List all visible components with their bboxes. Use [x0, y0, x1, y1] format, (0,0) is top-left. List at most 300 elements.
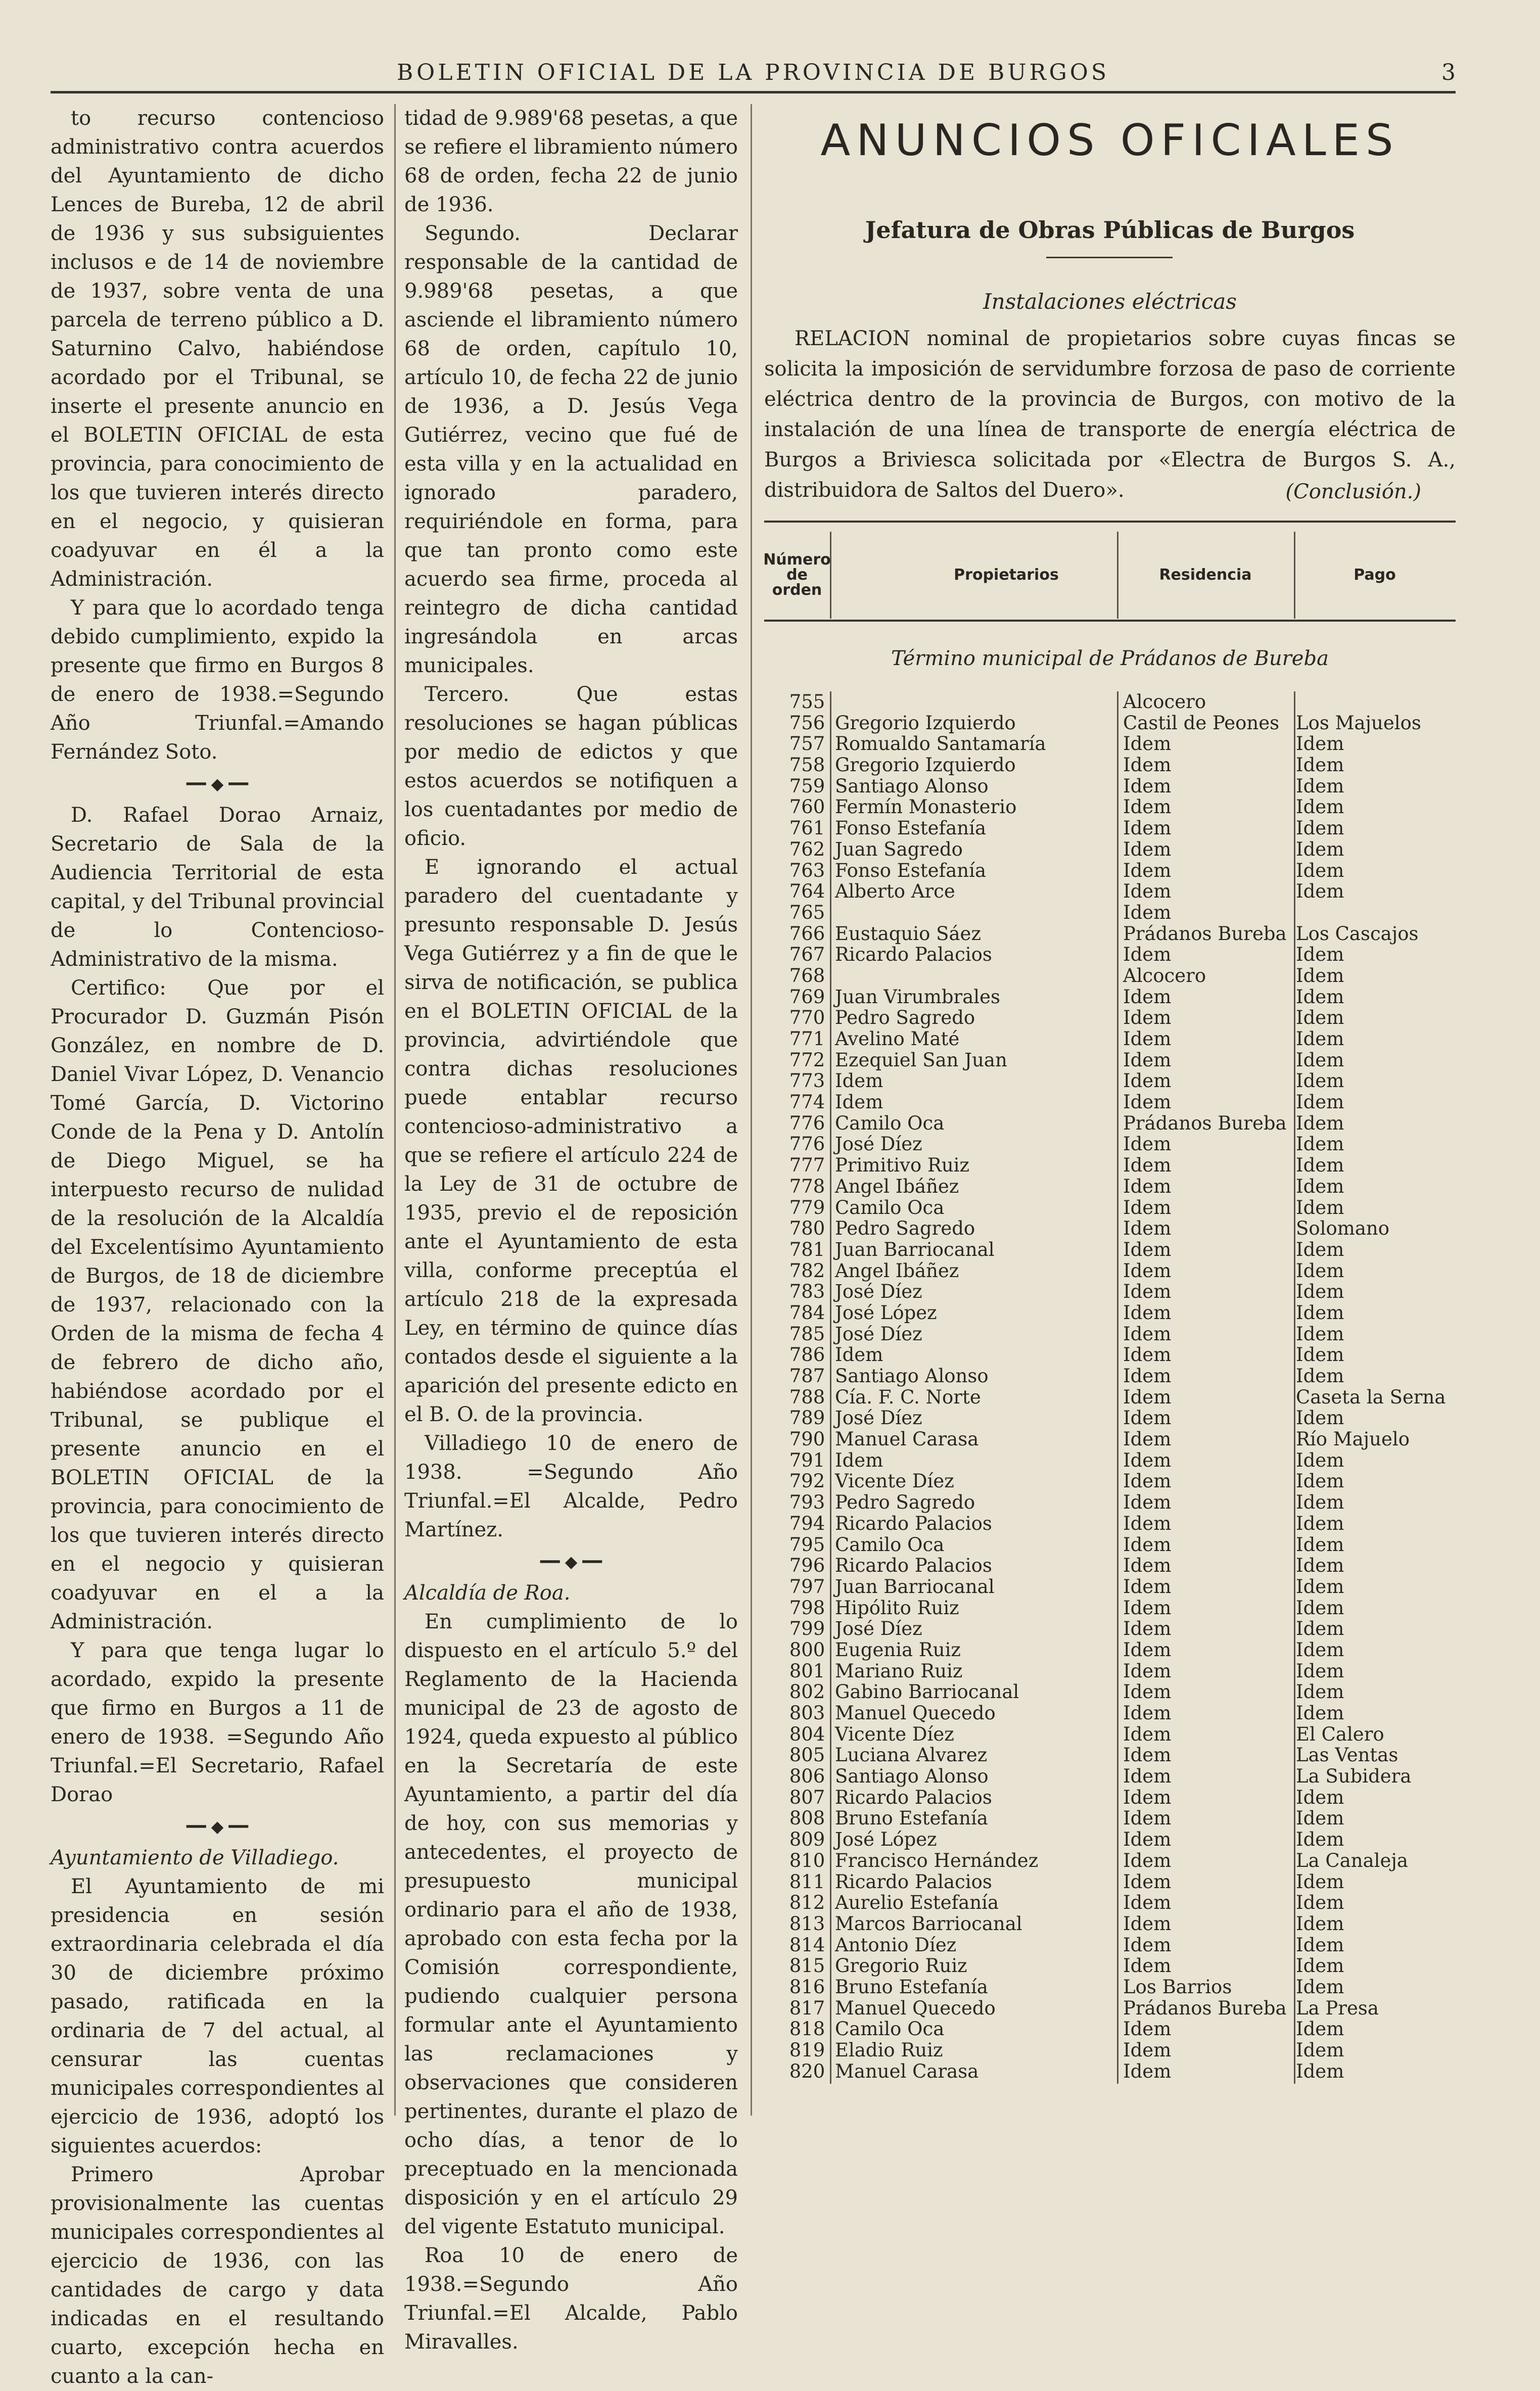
row-propietario: Ricardo Palacios	[835, 1786, 992, 1808]
row-number: 765	[789, 901, 825, 923]
header-pago: Pago	[1354, 566, 1396, 584]
row-number: 786	[789, 1344, 825, 1366]
row-propietario: Antonio Díez	[835, 1934, 957, 1956]
row-pago: Idem	[1296, 1365, 1344, 1387]
row-residencia: Alcocero	[1123, 964, 1206, 987]
row-pago: La Subidera	[1296, 1765, 1412, 1788]
row-number: 796	[789, 1555, 825, 1577]
table-row	[764, 713, 1456, 734]
table-row	[764, 1070, 1456, 1092]
row-number: 787	[789, 1365, 825, 1387]
row-number: 797	[789, 1575, 825, 1598]
row-number: 806	[789, 1765, 825, 1788]
row-pago: Las Ventas	[1296, 1744, 1398, 1766]
row-number: 792	[789, 1470, 825, 1492]
row-propietario: Aurelio Estefanía	[835, 1892, 999, 1914]
section-title: ANUNCIOS OFICIALES	[820, 115, 1399, 166]
row-number: 816	[789, 1976, 825, 1998]
row-pago: Idem	[1296, 1491, 1344, 1514]
paragraph: Certifico: Que por el Procurador D. Guzmán Pisón González, en nombre de D. Daniel Vivar López, D. Venancio Tomé García, D. Victorino Conde de la Pena y D. Antolín de Diego Miguel, se ha interpuesto recurso de nulidad de la resolución de la Alcaldía del Excelentísimo Ayuntamiento de Burgos, de 18 de diciembre de 1937, relacionado con la Orden de la misma de fecha 4 de febrero de dicho año, habiéndose acordado por el Tribunal, se publique el presente anuncio en el BOLETIN OFICIAL de la provincia, para conocimiento de los que tuvieren interés directo en el negocio y quisieran coadyuvar en el a la Administración.	[51, 976, 384, 1633]
row-propietario: Santiago Alonso	[835, 775, 989, 797]
row-pago: Idem	[1296, 1238, 1344, 1260]
row-number: 790	[789, 1428, 825, 1450]
table-row	[764, 881, 1456, 902]
table-row	[764, 965, 1456, 987]
row-pago: Idem	[1296, 1049, 1344, 1071]
row-propietario: Ricardo Palacios	[835, 1555, 992, 1577]
row-number: 758	[789, 754, 825, 776]
table-row	[764, 1302, 1456, 1324]
row-number: 772	[789, 1049, 825, 1071]
table-row	[764, 1113, 1456, 1134]
row-pago: Idem	[1296, 1301, 1344, 1324]
row-propietario: Juan Virumbrales	[835, 986, 1000, 1008]
row-propietario: Bruno Estefanía	[835, 1807, 988, 1830]
row-pago: Idem	[1296, 859, 1344, 881]
table-header	[764, 532, 1456, 619]
row-propietario: Juan Barriocanal	[835, 1238, 995, 1260]
row-residencia: Idem	[1123, 1470, 1172, 1492]
row-number: 812	[789, 1892, 825, 1914]
row-residencia: Idem	[1123, 986, 1172, 1008]
row-propietario: Vicente Díez	[835, 1723, 954, 1745]
table-row	[764, 1808, 1456, 1829]
section-heading: Ayuntamiento de Villadiego.	[51, 1846, 339, 1869]
row-residencia: Castil de Peones	[1123, 712, 1280, 734]
row-number: 761	[789, 817, 825, 839]
row-residencia: Idem	[1123, 1575, 1172, 1598]
row-number: 780	[789, 1217, 825, 1240]
row-pago: Idem	[1296, 1575, 1344, 1598]
row-residencia: Idem	[1123, 859, 1172, 881]
row-propietario: Eugenia Ruiz	[835, 1638, 961, 1661]
row-propietario: Hipólito Ruiz	[835, 1597, 959, 1619]
row-residencia: Idem	[1123, 1449, 1172, 1471]
row-propietario: Manuel Carasa	[835, 2060, 979, 2082]
row-propietario: Santiago Alonso	[835, 1765, 989, 1788]
row-pago: Idem	[1296, 1786, 1344, 1808]
row-pago: Idem	[1296, 944, 1344, 966]
table-row	[764, 1134, 1456, 1155]
row-propietario: Pedro Sagredo	[835, 1217, 975, 1240]
table-row	[764, 1703, 1456, 1724]
table-row	[764, 776, 1456, 797]
row-pago: La Presa	[1296, 1997, 1379, 2019]
row-propietario: José Díez	[835, 1133, 922, 1155]
row-propietario: Idem	[835, 1091, 883, 1113]
row-number: 807	[789, 1786, 825, 1808]
row-pago: Idem	[1296, 1154, 1344, 1177]
row-number: 766	[789, 922, 825, 945]
row-pago: Los Majuelos	[1296, 712, 1421, 734]
table-row	[764, 1576, 1456, 1598]
row-pago: Idem	[1296, 838, 1344, 860]
paragraph: Y para que tenga lugar lo acordado, expido la presente que firmo en Burgos a 11 de enero de 1938. =Segundo Año Triunfal.=El Secretario, Rafael Dorao	[51, 1639, 384, 1806]
row-number: 755	[789, 691, 825, 713]
row-residencia: Idem	[1123, 1849, 1172, 1871]
row-residencia: Idem	[1123, 1638, 1172, 1661]
row-pago: Idem	[1296, 1597, 1344, 1619]
row-residencia: Idem	[1123, 1912, 1172, 1935]
row-pago: Idem	[1296, 1470, 1344, 1492]
column-divider	[394, 104, 396, 2116]
row-pago: Idem	[1296, 1702, 1344, 1724]
table-row	[764, 1998, 1456, 2019]
paragraph: Villadiego 10 de enero de 1938. =Segundo Año Triunfal.=El Alcalde, Pedro Martínez.	[404, 1432, 738, 1541]
row-number: 788	[789, 1386, 825, 1408]
row-pago: Idem	[1296, 1555, 1344, 1577]
row-propietario: Juan Sagredo	[835, 838, 963, 860]
table-row	[764, 1471, 1456, 1492]
row-pago: Idem	[1296, 1449, 1344, 1471]
row-residencia: Idem	[1123, 1259, 1172, 1282]
row-propietario: Avelino Maté	[835, 1028, 960, 1050]
row-pago: Idem	[1296, 1028, 1344, 1050]
table-row	[764, 1618, 1456, 1639]
row-residencia: Idem	[1123, 754, 1172, 776]
row-residencia: Idem	[1123, 1491, 1172, 1514]
row-number: 759	[789, 775, 825, 797]
row-pago: Idem	[1296, 1681, 1344, 1703]
table-row	[764, 1598, 1456, 1619]
row-residencia: Idem	[1123, 1407, 1172, 1429]
table-row	[764, 1197, 1456, 1218]
newspaper-title: BOLETIN OFICIAL DE LA PROVINCIA DE BURGOS	[397, 60, 1109, 85]
table-row	[764, 1281, 1456, 1302]
table-row	[764, 1766, 1456, 1787]
row-pago: Idem	[1296, 1112, 1344, 1134]
table-row	[764, 1408, 1456, 1429]
row-propietario: Camilo Oca	[835, 1533, 945, 1556]
paragraph: Roa 10 de enero de 1938.=Segundo Año Triunfal.=El Alcalde, Pablo Miravalles.	[404, 2244, 738, 2354]
row-propietario: Romualdo Santamaría	[835, 733, 1046, 755]
row-propietario: Camilo Oca	[835, 2018, 945, 2040]
row-propietario: Ricardo Palacios	[835, 1512, 992, 1534]
row-residencia: Idem	[1123, 1892, 1172, 1914]
row-pago: El Calero	[1296, 1723, 1384, 1745]
row-residencia: Idem	[1123, 2018, 1172, 2040]
row-pago: Idem	[1296, 1070, 1344, 1092]
table-row	[764, 1492, 1456, 1513]
row-number: 814	[789, 1934, 825, 1956]
row-pago: Idem	[1296, 1934, 1344, 1956]
table-row	[764, 2061, 1456, 2082]
row-number: 809	[789, 1829, 825, 1851]
table-row	[764, 1871, 1456, 1893]
row-number: 805	[789, 1744, 825, 1766]
row-residencia: Idem	[1123, 796, 1172, 818]
table-row	[764, 1555, 1456, 1576]
row-residencia: Idem	[1123, 1175, 1172, 1197]
table-row	[764, 1007, 1456, 1028]
row-number: 815	[789, 1955, 825, 1977]
department-heading: Jefatura de Obras Públicas de Burgos	[865, 216, 1355, 244]
table-row	[764, 902, 1456, 923]
row-propietario: Camilo Oca	[835, 1196, 945, 1218]
row-pago: Idem	[1296, 1870, 1344, 1893]
table-row	[764, 1661, 1456, 1682]
row-number: 771	[789, 1028, 825, 1050]
row-residencia: Idem	[1123, 733, 1172, 755]
table-row	[764, 796, 1456, 818]
row-pago: Idem	[1296, 1829, 1344, 1851]
row-residencia: Idem	[1123, 1955, 1172, 1977]
row-number: 756	[789, 712, 825, 734]
row-number: 813	[789, 1912, 825, 1935]
table-top-rule	[764, 521, 1456, 523]
table-row	[764, 1724, 1456, 1745]
page-number: 3	[1441, 60, 1456, 85]
header-propietarios: Propietarios	[954, 566, 1059, 584]
row-pago: Idem	[1296, 1091, 1344, 1113]
row-pago: Idem	[1296, 1618, 1344, 1640]
row-residencia: Idem	[1123, 1934, 1172, 1956]
row-propietario: Angel Ibáñez	[835, 1259, 959, 1282]
table-row	[764, 1344, 1456, 1366]
row-pago: Idem	[1296, 1912, 1344, 1935]
row-number: 770	[789, 1007, 825, 1029]
row-number: 803	[789, 1702, 825, 1724]
table-row	[764, 1955, 1456, 1977]
table-row	[764, 1429, 1456, 1450]
table-row	[764, 1260, 1456, 1282]
row-propietario: José Díez	[835, 1407, 922, 1429]
row-propietario: José Díez	[835, 1618, 922, 1640]
row-propietario: Bruno Estefanía	[835, 1976, 988, 1998]
row-number: 798	[789, 1597, 825, 1619]
row-residencia: Idem	[1123, 901, 1172, 923]
row-number: 764	[789, 880, 825, 903]
table-row	[764, 818, 1456, 839]
row-propietario: Idem	[835, 1449, 883, 1471]
table-row	[764, 1092, 1456, 1113]
row-pago: Idem	[1296, 1259, 1344, 1282]
row-pago: Idem	[1296, 1344, 1344, 1366]
table-row	[764, 1155, 1456, 1176]
row-residencia: Prádanos Bureba	[1123, 1112, 1287, 1134]
row-residencia: Los Barrios	[1123, 1976, 1232, 1998]
row-propietario: Mariano Ruiz	[835, 1660, 963, 1682]
row-pago: Idem	[1296, 964, 1344, 987]
table-row	[764, 839, 1456, 860]
row-number: 774	[789, 1091, 825, 1113]
row-residencia: Idem	[1123, 1217, 1172, 1240]
table-header-rule	[764, 620, 1456, 622]
row-residencia: Idem	[1123, 1533, 1172, 1556]
row-pago: Idem	[1296, 1512, 1344, 1534]
row-number: 818	[789, 2018, 825, 2040]
row-pago: Idem	[1296, 1323, 1344, 1345]
row-residencia: Idem	[1123, 1660, 1172, 1682]
row-residencia: Idem	[1123, 1344, 1172, 1366]
row-propietario: Pedro Sagredo	[835, 1007, 975, 1029]
table-row	[764, 1324, 1456, 1345]
row-propietario: Eladio Ruiz	[835, 2039, 943, 2061]
row-residencia: Idem	[1123, 1365, 1172, 1387]
row-propietario: Cía. F. C. Norte	[835, 1386, 981, 1408]
table-row	[764, 1935, 1456, 1956]
row-residencia: Idem	[1123, 1786, 1172, 1808]
row-number: 784	[789, 1301, 825, 1324]
paragraph: En cumplimiento de lo dispuesto en el artículo 5.º del Reglamento de la Hacienda municipal de 23 de agosto de 1924, queda expuesto al público en la Secretaría de este Ayuntamiento, a partir del día de hoy, con sus memorias y antecedentes, el proyecto de presupuesto municipal ordinario para el año de 1938, aprobado con esta fecha por la Comisión correspondiente, pudiendo cualquier persona formular ante el Ayuntamiento las reclamaciones y observaciones que consideren pertinentes, durante el plazo de ocho días, a tenor de lo preceptuado en la mencionada disposición y en el artículo 29 del vigente Estatuto municipal.	[404, 1610, 738, 2238]
header-residencia: Residencia	[1159, 566, 1252, 584]
paragraph: Segundo. Declarar responsable de la cantidad de 9.989'68 pesetas, a que asciende el libramiento número 68 de orden, capítulo 10, artículo 10, de fecha 22 de junio de 1936, a D. Jesús Vega Gutiérrez, vecino que fué de esta villa y en la actualidad en ignorado paradero, requiriéndole en forma, para que tan pronto como este acuerdo sea firme, proceda al reintegro de dicha cantidad ingresándola en arcas municipales.	[404, 222, 738, 677]
row-residencia: Idem	[1123, 1196, 1172, 1218]
header-rule	[51, 91, 1456, 93]
row-pago: Idem	[1296, 1196, 1344, 1218]
row-number: 762	[789, 838, 825, 860]
table-row	[764, 733, 1456, 755]
row-pago: Idem	[1296, 754, 1344, 776]
table-row	[764, 1977, 1456, 1998]
row-residencia: Idem	[1123, 1512, 1172, 1534]
row-residencia: Idem	[1123, 1597, 1172, 1619]
row-residencia: Idem	[1123, 1301, 1172, 1324]
table-row	[764, 944, 1456, 965]
row-residencia: Idem	[1123, 1007, 1172, 1029]
row-residencia: Prádanos Bureba	[1123, 922, 1287, 945]
header-numero: Número de orden	[763, 551, 831, 599]
row-propietario: Pedro Sagredo	[835, 1491, 975, 1514]
row-number: 768	[789, 964, 825, 987]
paragraph: Y para que lo acordado tenga debido cumplimiento, expido la presente que firmo en Burgos 8 de enero de 1938.=Segundo Año Triunfal.=Amando Fernández Soto.	[51, 596, 384, 764]
row-number: 776	[789, 1112, 825, 1134]
row-pago: La Canaleja	[1296, 1849, 1408, 1871]
table-row	[764, 755, 1456, 776]
row-residencia: Idem	[1123, 1702, 1172, 1724]
subheading: Instalaciones eléctricas	[983, 289, 1237, 314]
row-number: 819	[789, 2039, 825, 2061]
table-row	[764, 1218, 1456, 1239]
table-row	[764, 1892, 1456, 1913]
row-propietario: Vicente Díez	[835, 1470, 954, 1492]
row-number: 785	[789, 1323, 825, 1345]
row-residencia: Idem	[1123, 944, 1172, 966]
row-propietario: Gabino Barriocanal	[835, 1681, 1019, 1703]
section-heading: Alcaldía de Roa.	[404, 1581, 571, 1605]
row-number: 804	[789, 1723, 825, 1745]
table-body	[764, 691, 1456, 2082]
row-pago: Los Cascajos	[1296, 922, 1419, 945]
table-row	[764, 1745, 1456, 1766]
row-pago: Idem	[1296, 2060, 1344, 2082]
table-row	[764, 1366, 1456, 1387]
row-propietario: Angel Ibáñez	[835, 1175, 959, 1197]
row-residencia: Idem	[1123, 1133, 1172, 1155]
row-residencia: Idem	[1123, 1154, 1172, 1177]
row-pago: Idem	[1296, 1133, 1344, 1155]
row-residencia: Idem	[1123, 1555, 1172, 1577]
paragraph: Primero Aprobar provisionalmente las cuentas municipales correspondientes al ejercicio de 1936, con las cantidades de cargo y data indicadas en el resultando cuarto, excepción hecha en cuanto a la can-	[51, 2163, 384, 2388]
row-number: 820	[789, 2060, 825, 2082]
row-pago: Idem	[1296, 1007, 1344, 1029]
row-number: 817	[789, 1997, 825, 2019]
row-pago: Solomano	[1296, 1217, 1389, 1240]
row-propietario: Idem	[835, 1344, 883, 1366]
section-separator: ━━ ◆ ━━	[540, 1552, 602, 1571]
row-residencia: Idem	[1123, 2039, 1172, 2061]
row-number: 801	[789, 1660, 825, 1682]
row-residencia: Idem	[1123, 775, 1172, 797]
row-number: 782	[789, 1259, 825, 1282]
row-residencia: Idem	[1123, 838, 1172, 860]
table-row	[764, 1450, 1456, 1471]
row-propietario: Manuel Carasa	[835, 1428, 979, 1450]
row-propietario: Primitivo Ruiz	[835, 1154, 969, 1177]
row-propietario: José Díez	[835, 1281, 922, 1303]
table-row	[764, 860, 1456, 881]
row-propietario: Gregorio Izquierdo	[835, 712, 1016, 734]
row-number: 802	[789, 1681, 825, 1703]
row-residencia: Idem	[1123, 817, 1172, 839]
paragraph: Tercero. Que estas resoluciones se hagan públicas por medio de edictos y que estos acuerdos se notifiquen a los cuentadantes por medio de oficio.	[404, 683, 738, 850]
row-residencia: Prádanos Bureba	[1123, 1997, 1287, 2019]
row-propietario: Luciana Alvarez	[835, 1744, 988, 1766]
paragraph: E ignorando el actual paradero del cuentadante y presunto responsable D. Jesús Vega Gutiérrez y a fin de que le sirva de notificación, se publica en el BOLETIN OFICIAL de la provincia, advirtiéndole que contra dichas resoluciones puede entablar recurso contencioso-administrativo a que se refiere el artículo 224 de la Ley de 31 de octubre de 1935, previo el de reposición ante el Ayuntamiento de esta villa, conforme preceptúa el artículo 218 de la expresada Ley, en término de quince días contados desde el siguiente a la aparición del presente edicto en el B. O. de la provincia.	[404, 856, 738, 1426]
row-number: 791	[789, 1449, 825, 1471]
municipality-heading: Término municipal de Prádanos de Bureba	[891, 647, 1329, 670]
row-residencia: Idem	[1123, 1870, 1172, 1893]
row-number: 799	[789, 1618, 825, 1640]
row-pago: Idem	[1296, 2039, 1344, 2061]
row-number: 800	[789, 1638, 825, 1661]
row-pago: Idem	[1296, 1976, 1344, 1998]
row-number: 763	[789, 859, 825, 881]
row-residencia: Idem	[1123, 1765, 1172, 1788]
paragraph: El Ayuntamiento de mi presidencia en sesión extraordinaria celebrada el día 30 de diciembre próximo pasado, ratificada en la ordinaria de 7 del actual, al censurar las cuentas municipales correspondientes al ejercicio de 1936, adoptó los siguientes acuerdos:	[51, 1875, 384, 2158]
row-pago: Idem	[1296, 817, 1344, 839]
row-propietario: Juan Barriocanal	[835, 1575, 995, 1598]
row-pago: Caseta la Serna	[1296, 1386, 1446, 1408]
table-row	[764, 923, 1456, 945]
row-residencia: Idem	[1123, 880, 1172, 903]
row-number: 781	[789, 1238, 825, 1260]
column-2	[404, 104, 738, 2357]
paragraph: to recurso contencioso administrativo contra acuerdos del Ayuntamiento de dicho Lences de Bureba, 12 de abril de 1936 y sus subsiguientes inclusos e de 14 de noviembre de 1937, sobre venta de una parcela de terreno público a D. Saturnino Calvo, habiéndose acordado por el Tribunal, se inserte el presente anuncio en el BOLETIN OFICIAL de esta provincia, para conocimiento de los que tuvieren interés directo en el negocio, y quisieran coadyuvar en él a la Administración.	[51, 107, 384, 591]
row-pago: Río Majuelo	[1296, 1428, 1410, 1450]
row-pago: Idem	[1296, 1892, 1344, 1914]
row-number: 776	[789, 1133, 825, 1155]
row-propietario: José Díez	[835, 1323, 922, 1345]
column-divider	[751, 104, 752, 2116]
row-pago: Idem	[1296, 1807, 1344, 1830]
row-pago: Idem	[1296, 1281, 1344, 1303]
table-row	[764, 1639, 1456, 1661]
row-pago: Idem	[1296, 796, 1344, 818]
row-pago: Idem	[1296, 986, 1344, 1008]
row-propietario: Fermín Monasterio	[835, 796, 1017, 818]
row-number: 793	[789, 1491, 825, 1514]
row-propietario: Gregorio Ruiz	[835, 1955, 967, 1977]
row-residencia: Idem	[1123, 1028, 1172, 1050]
table-row	[764, 691, 1456, 713]
row-number: 769	[789, 986, 825, 1008]
page-header	[51, 60, 1456, 90]
row-propietario: Francisco Hernández	[835, 1849, 1039, 1871]
row-number: 760	[789, 796, 825, 818]
row-residencia: Idem	[1123, 1681, 1172, 1703]
table-row	[764, 1913, 1456, 1935]
row-number: 783	[789, 1281, 825, 1303]
row-residencia: Idem	[1123, 1070, 1172, 1092]
row-residencia: Idem	[1123, 1829, 1172, 1851]
row-pago: Idem	[1296, 1533, 1344, 1556]
table-row	[764, 2040, 1456, 2061]
row-number: 795	[789, 1533, 825, 1556]
row-number: 808	[789, 1807, 825, 1830]
row-residencia: Idem	[1123, 1723, 1172, 1745]
table-row	[764, 987, 1456, 1008]
